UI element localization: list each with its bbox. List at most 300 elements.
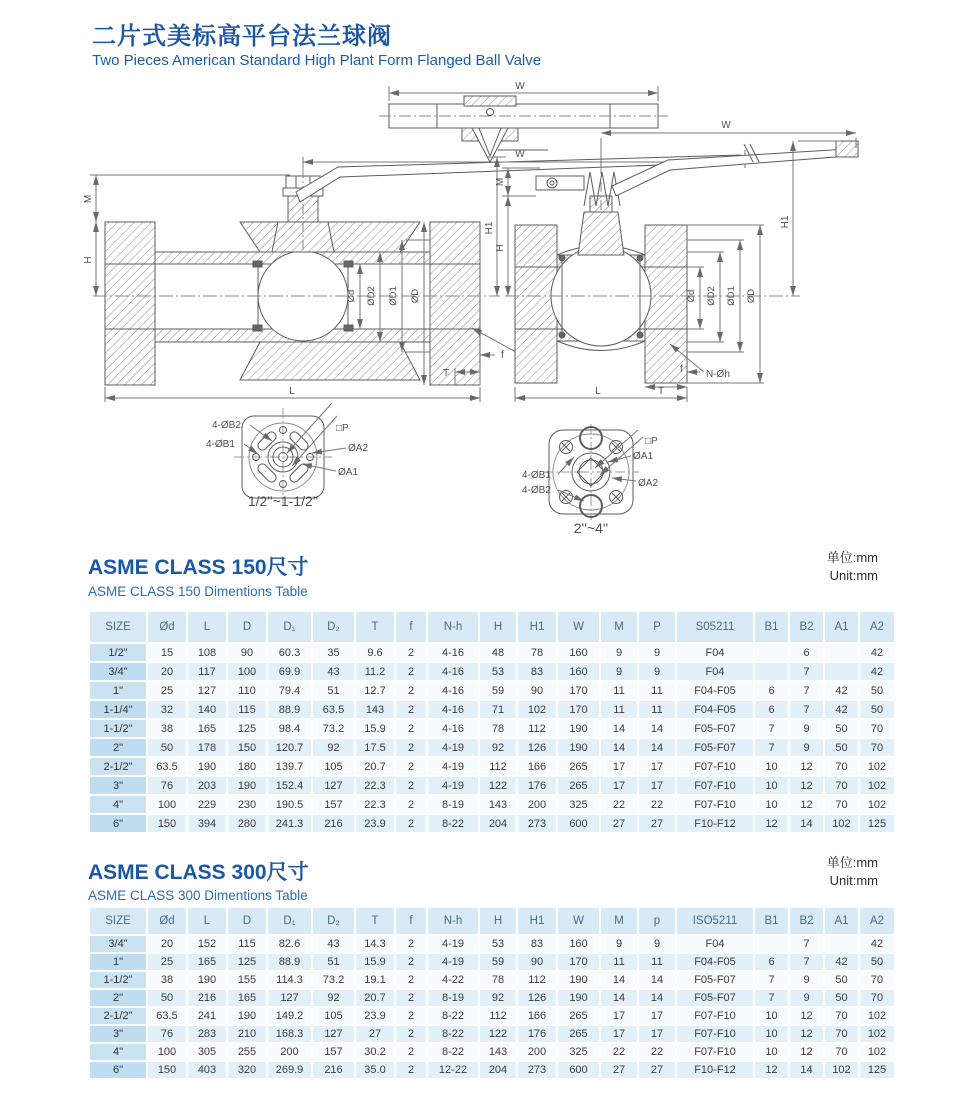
pad-view-small: [206, 403, 368, 509]
table-cell: 22: [639, 1044, 675, 1060]
table-cell: 140: [188, 701, 226, 718]
table-cell: 70: [825, 796, 858, 813]
size-cell: 3": [90, 1026, 146, 1042]
column-header: B1: [755, 612, 788, 642]
table-cell: 14.3: [356, 936, 394, 952]
table-cell: 216: [313, 815, 354, 832]
table-cell: 100: [148, 1044, 186, 1060]
table-cell: 78: [518, 644, 556, 661]
table-cell: 7: [755, 972, 788, 988]
table-cell: 83: [518, 936, 556, 952]
table-cell: 11: [601, 701, 637, 718]
table-cell: 20.7: [356, 990, 394, 1006]
table-cell: 269.9: [268, 1062, 311, 1078]
dim-label: ØD1: [388, 286, 399, 306]
table-cell: 22.3: [356, 796, 394, 813]
unit-note-class300: [827, 854, 878, 890]
table-row: [90, 644, 894, 661]
table-cell: 102: [860, 1044, 894, 1060]
table-cell: 4-19: [428, 777, 478, 794]
table-cell: 25: [148, 954, 186, 970]
table-cell: 8-22: [428, 1026, 478, 1042]
size-cell: 4": [90, 796, 146, 813]
table-cell: 105: [313, 1008, 354, 1024]
table-cell: 6: [755, 954, 788, 970]
table-cell: 51: [313, 682, 354, 699]
dim-label: N-Øh: [706, 369, 730, 380]
column-header: p: [639, 908, 675, 934]
column-header: W: [558, 612, 599, 642]
dim-label: M: [83, 194, 94, 204]
column-header: D: [228, 612, 266, 642]
size-cell: 2-1/2": [90, 1008, 146, 1024]
table-cell: 241.3: [268, 815, 311, 832]
table-cell: F07-F10: [677, 1026, 753, 1042]
table-cell: 14: [639, 990, 675, 1006]
table-cell: 17: [639, 777, 675, 794]
table-cell: 27: [601, 815, 637, 832]
table-row: [90, 796, 894, 813]
table-row: [90, 815, 894, 832]
table-cell: 63.5: [148, 758, 186, 775]
table-cell: 320: [228, 1062, 266, 1078]
table-cell: 12: [790, 1008, 823, 1024]
table-cell: 90: [518, 954, 556, 970]
table-cell: 178: [188, 739, 226, 756]
table-cell: 4-19: [428, 954, 478, 970]
table-cell: 2: [396, 936, 426, 952]
column-header: Ød: [148, 612, 186, 642]
size-cell: 6": [90, 815, 146, 832]
table-cell: 157: [313, 796, 354, 813]
table-cell: 22.3: [356, 777, 394, 794]
table-cell: 35: [313, 644, 354, 661]
table-cell: 30.2: [356, 1044, 394, 1060]
table-cell: 11: [601, 954, 637, 970]
table-cell: 4-16: [428, 701, 478, 718]
dim-label: □P: [336, 423, 349, 434]
table-cell: 83: [518, 663, 556, 680]
column-header: B2: [790, 612, 823, 642]
size-cell: 1/2": [90, 644, 146, 661]
table-cell: 11.2: [356, 663, 394, 680]
column-header: A1: [825, 612, 858, 642]
section-subtitle-class150: ASME CLASS 150 Dimentions Table: [88, 584, 308, 599]
table-cell: 4-16: [428, 720, 478, 737]
table-cell: F05-F07: [677, 972, 753, 988]
table-cell: 108: [188, 644, 226, 661]
table-cell: 14: [601, 990, 637, 1006]
table-cell: 112: [518, 720, 556, 737]
size-cell: 1-1/2": [90, 720, 146, 737]
unit-note-class150: [827, 549, 878, 585]
column-header: H: [480, 612, 516, 642]
table-cell: [825, 936, 858, 952]
column-header: H1: [518, 908, 556, 934]
table-cell: F04-F05: [677, 682, 753, 699]
table-cell: 12: [790, 1044, 823, 1060]
table-cell: 12: [755, 815, 788, 832]
table-cell: F10-F12: [677, 815, 753, 832]
table-cell: [755, 663, 788, 680]
column-header: T: [356, 612, 394, 642]
table-cell: 265: [558, 758, 599, 775]
dim-label: W: [515, 149, 525, 160]
size-cell: 1-1/2": [90, 972, 146, 988]
size-cell: 3": [90, 777, 146, 794]
column-header: M: [601, 908, 637, 934]
table-cell: 9: [601, 663, 637, 680]
table-cell: 176: [518, 1026, 556, 1042]
size-cell: 4": [90, 1044, 146, 1060]
table-cell: 60.3: [268, 644, 311, 661]
table-cell: 127: [188, 682, 226, 699]
table-cell: F04: [677, 663, 753, 680]
column-header: T: [356, 908, 394, 934]
column-header: N-h: [428, 908, 478, 934]
table-cell: 112: [480, 758, 516, 775]
column-header: SIZE: [90, 908, 146, 934]
table-cell: 43: [313, 663, 354, 680]
table-cell: 9: [790, 739, 823, 756]
table-cell: 7: [790, 954, 823, 970]
table-cell: 2: [396, 739, 426, 756]
table-cell: 42: [825, 682, 858, 699]
table-cell: 200: [518, 1044, 556, 1060]
table-cell: 190: [558, 972, 599, 988]
table-cell: 9: [790, 972, 823, 988]
table-cell: 152.4: [268, 777, 311, 794]
table-cell: 102: [860, 777, 894, 794]
unit-en: Unit:mm: [829, 568, 878, 584]
size-cell: 2-1/2": [90, 758, 146, 775]
table-cell: 150: [148, 1062, 186, 1078]
table-cell: 2: [396, 796, 426, 813]
table-cell: 42: [825, 954, 858, 970]
table-cell: 10: [755, 758, 788, 775]
table-cell: 273: [518, 1062, 556, 1078]
pad-caption-small: 1/2''~1-1/2'': [247, 493, 319, 509]
table-cell: 17: [639, 758, 675, 775]
table-cell: 120.7: [268, 739, 311, 756]
table-cell: 15: [148, 644, 186, 661]
dim-label: 4-ØB1: [206, 439, 235, 450]
table-cell: 14: [601, 720, 637, 737]
table-cell: 15.9: [356, 954, 394, 970]
table-cell: 4-16: [428, 644, 478, 661]
table-cell: 165: [188, 720, 226, 737]
table-cell: 7: [790, 682, 823, 699]
table-row: [90, 777, 894, 794]
column-header: L: [188, 612, 226, 642]
table-cell: 70: [860, 972, 894, 988]
dim-label: T: [657, 386, 665, 397]
table-cell: 125: [860, 1062, 894, 1078]
table-cell: F07-F10: [677, 1044, 753, 1060]
table-cell: 17: [601, 777, 637, 794]
table-cell: 20: [148, 936, 186, 952]
table-cell: 79.4: [268, 682, 311, 699]
table-cell: 305: [188, 1044, 226, 1060]
table-cell: 139.7: [268, 758, 311, 775]
dim-label: ØA1: [633, 451, 654, 462]
table-cell: F07-F10: [677, 1008, 753, 1024]
dim-label: f: [501, 350, 504, 361]
table-cell: 70: [825, 777, 858, 794]
table-cell: 12: [790, 777, 823, 794]
table-cell: F05-F07: [677, 720, 753, 737]
column-header: A1: [825, 908, 858, 934]
class300-dimensions-table: [88, 906, 896, 1080]
dim-label: H1: [484, 221, 495, 235]
table-cell: 143: [480, 1044, 516, 1060]
table-cell: 160: [558, 936, 599, 952]
table-row: [90, 720, 894, 737]
table-cell: 50: [860, 954, 894, 970]
table-cell: 150: [228, 739, 266, 756]
table-cell: 10: [755, 1026, 788, 1042]
table-cell: F05-F07: [677, 990, 753, 1006]
table-cell: 9: [639, 644, 675, 661]
table-cell: F07-F10: [677, 777, 753, 794]
table-cell: 71: [480, 701, 516, 718]
column-header: H: [480, 908, 516, 934]
table-cell: 8-22: [428, 1008, 478, 1024]
table-cell: 2: [396, 1044, 426, 1060]
table-cell: 19.1: [356, 972, 394, 988]
table-cell: 63.5: [313, 701, 354, 718]
table-cell: [825, 644, 858, 661]
table-cell: 12-22: [428, 1062, 478, 1078]
column-header: B2: [790, 908, 823, 934]
table-cell: 76: [148, 1026, 186, 1042]
dim-label: ØA2: [348, 443, 369, 454]
dim-label: 4-ØB2: [522, 485, 551, 496]
table-cell: 200: [518, 796, 556, 813]
table-cell: 149.2: [268, 1008, 311, 1024]
table-cell: 73.2: [313, 972, 354, 988]
table-cell: 190: [228, 777, 266, 794]
table-row: [90, 701, 894, 718]
table-cell: 143: [356, 701, 394, 718]
size-cell: 2": [90, 739, 146, 756]
table-cell: 14: [601, 972, 637, 988]
table-row: [90, 663, 894, 680]
table-cell: 4-16: [428, 682, 478, 699]
table-cell: 216: [188, 990, 226, 1006]
table-cell: 10: [755, 777, 788, 794]
table-cell: 7: [790, 701, 823, 718]
class150-dimensions-table: [88, 610, 896, 834]
table-cell: 17: [601, 758, 637, 775]
table-cell: 203: [188, 777, 226, 794]
table-cell: 150: [148, 815, 186, 832]
table-cell: 190: [188, 972, 226, 988]
table-cell: 50: [860, 701, 894, 718]
technical-drawing: [0, 80, 960, 545]
table-cell: 117: [188, 663, 226, 680]
table-cell: 102: [860, 796, 894, 813]
table-cell: [755, 936, 788, 952]
table-cell: 92: [313, 739, 354, 756]
dim-label: ØD: [410, 288, 421, 304]
table-cell: F04-F05: [677, 954, 753, 970]
table-cell: 165: [188, 954, 226, 970]
table-cell: 2: [396, 682, 426, 699]
table-cell: 126: [518, 990, 556, 1006]
table-cell: 48: [480, 644, 516, 661]
size-cell: 1": [90, 954, 146, 970]
table-cell: 7: [755, 739, 788, 756]
table-cell: 229: [188, 796, 226, 813]
column-header: A2: [860, 612, 894, 642]
table-row: [90, 1008, 894, 1024]
table-cell: 2: [396, 720, 426, 737]
dim-label: T: [442, 368, 450, 379]
table-cell: 283: [188, 1026, 226, 1042]
table-cell: 160: [558, 644, 599, 661]
column-header: S05211: [677, 612, 753, 642]
table-cell: 51: [313, 954, 354, 970]
dim-label: f: [680, 364, 683, 375]
table-cell: 92: [313, 990, 354, 1006]
table-cell: 110: [228, 682, 266, 699]
table-cell: [755, 644, 788, 661]
table-cell: 7: [790, 936, 823, 952]
table-cell: 42: [860, 663, 894, 680]
table-cell: 204: [480, 815, 516, 832]
table-cell: 88.9: [268, 701, 311, 718]
table-cell: 90: [228, 644, 266, 661]
dim-label: H: [495, 244, 506, 252]
table-cell: 127: [313, 777, 354, 794]
table-cell: 325: [558, 1044, 599, 1060]
table-cell: 50: [825, 739, 858, 756]
table-cell: 6: [755, 682, 788, 699]
table-cell: 170: [558, 701, 599, 718]
table-cell: 122: [480, 777, 516, 794]
table-row: [90, 758, 894, 775]
page-title: 二片式美标高平台法兰球阀: [92, 23, 392, 50]
dim-label: ØA1: [338, 467, 359, 478]
table-cell: 165: [228, 990, 266, 1006]
column-header: Ød: [148, 908, 186, 934]
table-cell: 20: [148, 663, 186, 680]
table-cell: 230: [228, 796, 266, 813]
table-cell: 38: [148, 972, 186, 988]
table-cell: 394: [188, 815, 226, 832]
table-cell: 273: [518, 815, 556, 832]
table-cell: 22: [601, 796, 637, 813]
table-cell: 8-19: [428, 796, 478, 813]
table-cell: 92: [480, 739, 516, 756]
table-cell: 4-22: [428, 972, 478, 988]
table-cell: 2: [396, 1062, 426, 1078]
table-cell: 6: [755, 701, 788, 718]
table-cell: 12: [790, 1026, 823, 1042]
table-cell: 14: [639, 739, 675, 756]
table-cell: [825, 663, 858, 680]
table-row: [90, 1044, 894, 1060]
table-cell: 59: [480, 682, 516, 699]
table-cell: 190.5: [268, 796, 311, 813]
dim-label: ØD: [746, 288, 757, 304]
table-cell: 2: [396, 758, 426, 775]
table-cell: 9: [639, 936, 675, 952]
header-row: [90, 908, 894, 934]
table-cell: 125: [228, 720, 266, 737]
table-cell: 82.6: [268, 936, 311, 952]
dim-label: □P: [645, 436, 658, 447]
table-cell: 190: [558, 990, 599, 1006]
table-cell: 59: [480, 954, 516, 970]
table-cell: 6: [790, 644, 823, 661]
table-cell: 50: [148, 990, 186, 1006]
table-cell: 112: [480, 1008, 516, 1024]
table-cell: 170: [558, 682, 599, 699]
table-cell: 122: [480, 1026, 516, 1042]
table-cell: 10: [755, 796, 788, 813]
table-cell: 265: [558, 1008, 599, 1024]
table-cell: 102: [825, 1062, 858, 1078]
table-cell: 190: [188, 758, 226, 775]
table-cell: 190: [558, 720, 599, 737]
table-cell: 22: [601, 1044, 637, 1060]
table-cell: 9: [601, 936, 637, 952]
table-cell: 600: [558, 1062, 599, 1078]
table-cell: 70: [860, 990, 894, 1006]
table-cell: 70: [825, 1044, 858, 1060]
table-cell: 126: [518, 739, 556, 756]
table-cell: 12: [790, 796, 823, 813]
table-cell: 152: [188, 936, 226, 952]
table-cell: F10-F12: [677, 1062, 753, 1078]
dim-label: Ød: [686, 289, 697, 303]
table-cell: 8-22: [428, 1044, 478, 1060]
table-cell: 143: [480, 796, 516, 813]
table-cell: F04-F05: [677, 701, 753, 718]
table-cell: 32: [148, 701, 186, 718]
table-cell: 20.7: [356, 758, 394, 775]
table-cell: 102: [518, 701, 556, 718]
table-cell: 190: [228, 1008, 266, 1024]
table-cell: 90: [518, 682, 556, 699]
dim-label: Ød: [346, 289, 357, 303]
table-cell: 7: [755, 990, 788, 1006]
table-row: [90, 954, 894, 970]
table-cell: 42: [860, 644, 894, 661]
pad-view-large: [522, 424, 658, 536]
table-cell: 27: [601, 1062, 637, 1078]
section-title-class150: ASME CLASS 150尺寸: [88, 556, 309, 579]
section-title-class300: ASME CLASS 300尺寸: [88, 861, 309, 884]
section-subtitle-class300: ASME CLASS 300 Dimentions Table: [88, 888, 308, 903]
table-cell: 600: [558, 815, 599, 832]
table-cell: 35.0: [356, 1062, 394, 1078]
table-cell: 216: [313, 1062, 354, 1078]
table-cell: 15.9: [356, 720, 394, 737]
table-cell: 11: [639, 701, 675, 718]
unit-zh: 单位:mm: [826, 550, 878, 565]
table-cell: 115: [228, 701, 266, 718]
table-cell: 265: [558, 777, 599, 794]
table-cell: F04: [677, 644, 753, 661]
table-cell: 14: [639, 972, 675, 988]
table-cell: 102: [825, 815, 858, 832]
table-cell: 14: [639, 720, 675, 737]
column-header: H1: [518, 612, 556, 642]
table-row: [90, 1062, 894, 1078]
